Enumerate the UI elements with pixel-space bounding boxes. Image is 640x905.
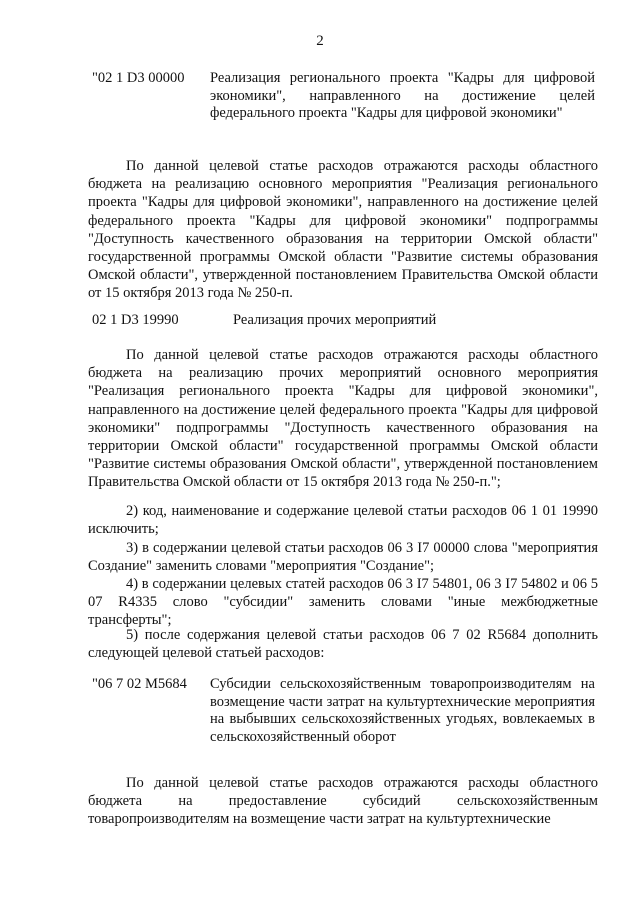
list-item: 3) в содержании целевой статьи расходов 06 3 I7 00000 слова "мероприятия Создание" заменить словами "мероприятия "Создание"; — [88, 540, 598, 575]
section2-description: По данной целевой статье расходов отражаются расходы областного бюджета на реализацию прочих мероприятий основного мероприятия "Реализация регионального проекта "Кадры для цифровой экономики", направленного на достижение целей федерального проекта "Кадры для цифровой экономики" подпрограммы "Доступность качественного образования на территории Омской области" государственной программы Омской области "Развитие системы образования Омской области", утвержденной постановлением Правительства Омской области от 15 октября 2013 года № 250-п."; — [88, 347, 598, 491]
section1-code: "02 1 D3 00000 — [92, 70, 185, 86]
section3-code: "06 7 02 M5684 — [92, 676, 187, 692]
list-item: 5) после содержания целевой статьи расходов 06 7 02 R5684 дополнить следующей целевой статьей расходов: — [88, 627, 598, 662]
section2-title: Реализация прочих мероприятий — [233, 312, 437, 328]
page-number: 2 — [316, 33, 324, 49]
list-item: 4) в содержании целевых статей расходов 06 3 I7 54801, 06 3 I7 54802 и 06 5 07 R4335 слово "субсидии" заменить словами "иные межбюджетные трансферты"; — [88, 576, 598, 629]
section3-title: Субсидии сельскохозяйственным товаропроизводителям на возмещение части затрат на культуртехнические мероприятия на выбывших сельскохозяйственных угодьях, вовлекаемых в сельскохозяйственный оборот — [210, 676, 595, 745]
section2-code: 02 1 D3 19990 — [92, 312, 179, 328]
list-item: 2) код, наименование и содержание целевой статьи расходов 06 1 01 19990 исключить; — [88, 503, 598, 538]
section3-description: По данной целевой статье расходов отражаются расходы областного бюджета на предоставление субсидий сельскохозяйственным товаропроизводителям на возмещение части затрат на культуртехнические — [88, 775, 598, 828]
section1-title: Реализация регионального проекта "Кадры для цифровой экономики", направленного на достижение целей федерального проекта "Кадры для цифровой экономики" — [210, 70, 595, 121]
section1-description: По данной целевой статье расходов отражаются расходы областного бюджета на реализацию основного мероприятия "Реализация регионального проекта "Кадры для цифровой экономики", направленного на достижение целей федерального проекта "Кадры для цифровой экономики" подпрограммы "Доступность качественного образования на территории Омской области" государственной программы Омской области "Развитие системы образования Омской области", утвержденной постановлением Правительства Омской области от 15 октября 2013 года № 250-п. — [88, 158, 598, 302]
